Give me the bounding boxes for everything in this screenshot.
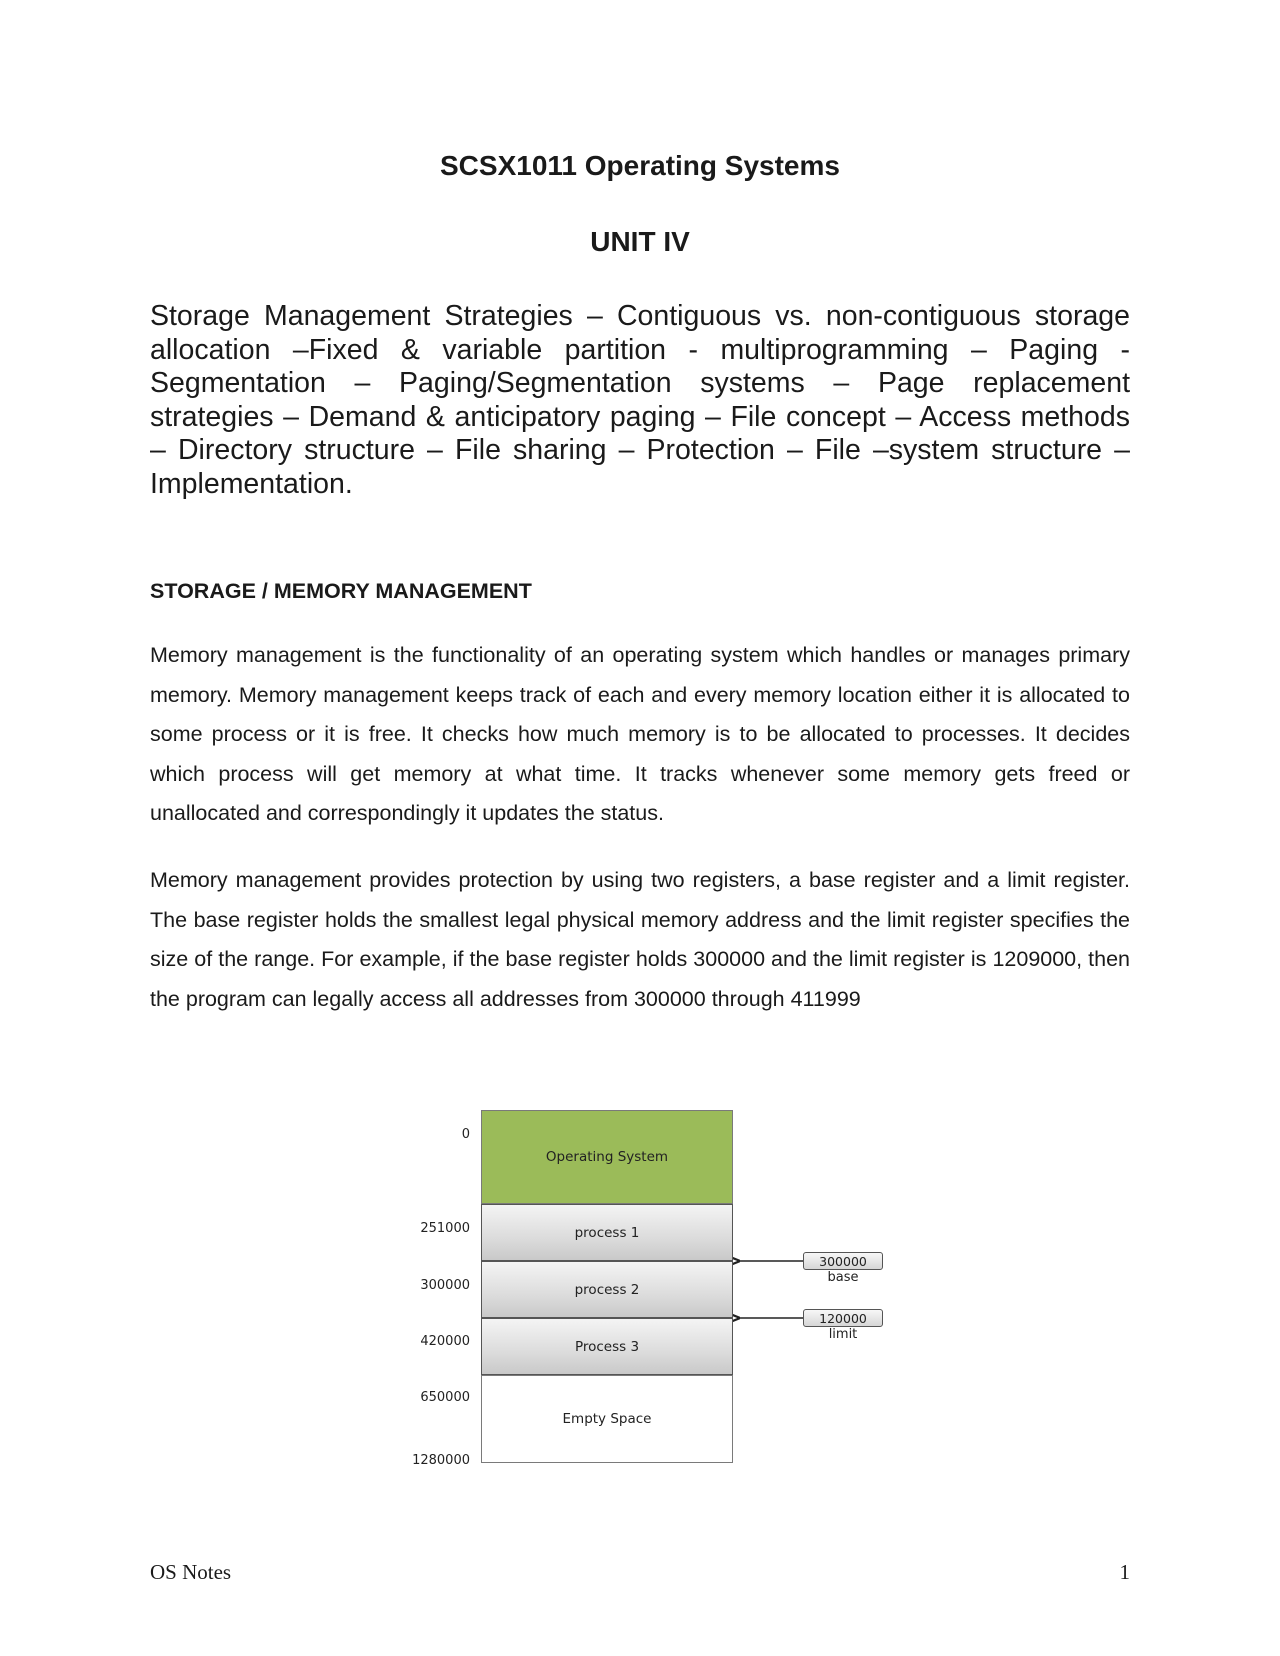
paragraph-memory-management: Memory management is the functionality of an operating system which handles or manages primary memory. Memory management keeps track of each and every memory location either it is allocated to some process or it is free. It checks how much memory is to be allocated to processes. It decides which process will get memory at what time. It tracks whenever some memory gets freed or unallocated and correspondingly it updates the status. — [150, 643, 1130, 825]
limit-register-label: limit — [828, 1327, 858, 1342]
address-label: 251000 — [420, 1221, 470, 1236]
limit-register-value: 120000 — [803, 1309, 883, 1327]
process-1-block: process 1 — [481, 1204, 733, 1261]
section-heading: STORAGE / MEMORY MANAGEMENT — [150, 579, 532, 603]
process-3-block: Process 3 — [481, 1318, 733, 1375]
operating-system-block: Operating System — [481, 1110, 733, 1204]
paragraph-protection-registers: Memory management provides protection by using two registers, a base register and a limit register. The base register holds the smallest legal physical memory address and the limit register specifies the size of the range. For example, if the base register holds 300000 and the limit register is 1209000, then the program can legally access all addresses from 300000 through 411999 — [150, 868, 1130, 1011]
unit-title: UNIT IV — [590, 226, 690, 257]
footer-notes-label: OS Notes — [150, 1560, 232, 1584]
address-label: 1280000 — [412, 1453, 470, 1468]
process-2-block: process 2 — [481, 1261, 733, 1318]
empty-space-block: Empty Space — [481, 1375, 733, 1463]
memory-layout-diagram — [390, 1100, 910, 1480]
address-label: 0 — [461, 1127, 470, 1142]
address-label: 420000 — [420, 1334, 470, 1349]
course-title: SCSX1011 Operating Systems — [440, 150, 840, 181]
address-label: 300000 — [420, 1278, 470, 1293]
base-register-label: base — [827, 1270, 859, 1285]
page-number: 1 — [1119, 1560, 1130, 1584]
address-label: 650000 — [420, 1390, 470, 1405]
base-register-value: 300000 — [803, 1252, 883, 1270]
syllabus-topics: Storage Management Strategies – Contiguous vs. non-contiguous storage allocation –Fixed & variable partition - multiprogramming – Paging - Segmentation – Paging/Segmentation systems – Page replacement strategies – Demand & anticipatory paging – File concept – Access methods – Directory structure – File sharing – Protection – File –system structure – Implementation. — [150, 300, 1130, 500]
